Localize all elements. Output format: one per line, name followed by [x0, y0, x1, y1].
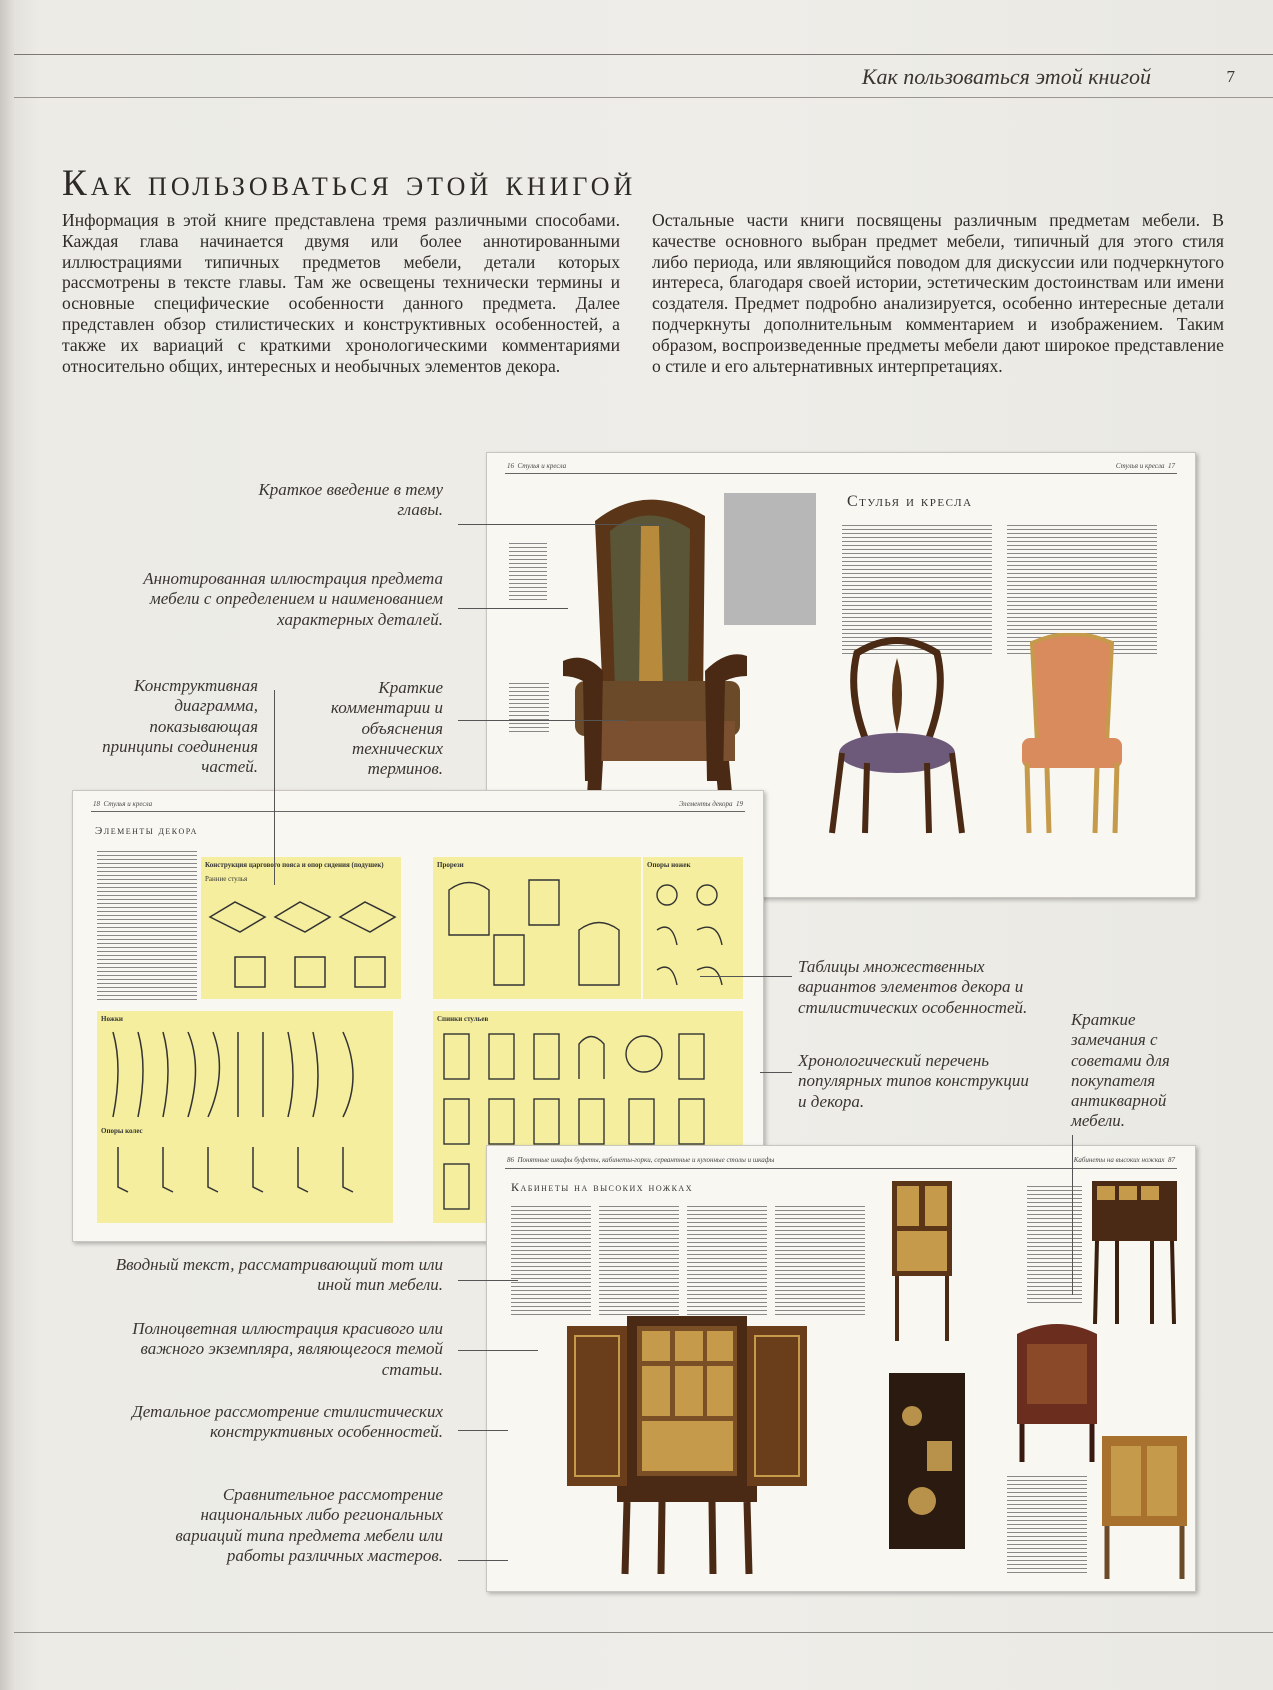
- leader-annotated-illustration: [458, 608, 568, 609]
- spread3-text-col-4: [775, 1206, 865, 1316]
- legs-box: [97, 1011, 393, 1223]
- spread3-side-notes-a: [1027, 1186, 1082, 1306]
- piercings-box: [433, 857, 641, 999]
- spread3-page-left: 86: [507, 1156, 514, 1164]
- intro-left-column: Информация в этой книге представлена тремя различными способами. Каждая глава начинается двумя или более аннотированными иллюстрациями типичных предметов мебели, детали которых рассмотрены в тексте главы. Там же освещены технически термины и основные специфические особенности данного предмета. Далее представлен обзор стилистических и конструктивных особенностей, а также их вариаций с краткими хронологическими комментариями относительно общих, интересных и необычных элементов декора.: [62, 210, 620, 376]
- spread1-page-right: 17: [1168, 462, 1175, 470]
- spread2-section-right: Элементы декора: [678, 800, 733, 808]
- box1-label: Конструкция царгового пояса и опор сидения (подушек): [205, 861, 384, 869]
- box3-label: Опоры ножек: [647, 861, 691, 869]
- spread2-title: Элементы декора: [95, 825, 198, 837]
- spread1-title: Стулья и кресла: [847, 493, 973, 510]
- spread3-page-right: 87: [1168, 1156, 1175, 1164]
- leader-regional-variations: [458, 1560, 508, 1561]
- page-title: Как пользоваться этой книгой: [62, 163, 637, 204]
- carved-armchair-illustration: [817, 633, 977, 843]
- lacquer-panel-illustration: [887, 1371, 967, 1551]
- spread3-side-notes-b: [1007, 1476, 1087, 1576]
- frame-diagrams: [205, 887, 397, 995]
- caption-regional-variations: Сравнительное рассмотрение национальных либо региональных вариаций типа предмета мебели или работы различных мастеров.: [175, 1485, 443, 1565]
- caption-chapter-intro: Краткое введение в тему главы.: [258, 480, 443, 520]
- caption-annotated-illustration: Аннотированная иллюстрация предмета мебели с определением и наименованием характерных деталей.: [143, 569, 443, 629]
- caption-color-illustration: Полноцветная иллюстрация красивого или важного экземпляра, являющегося темой статьи.: [132, 1319, 443, 1379]
- spread3-section-right: Кабинеты на высоких ножках: [1073, 1156, 1165, 1164]
- spread1-section-right: Стулья и кресла: [1115, 462, 1165, 470]
- leader-decor-tables: [700, 976, 792, 977]
- leader-technical-comments: [458, 720, 626, 721]
- caption-construction-diagram: Конструктивная диаграмма, показывающая принципы соединения частей.: [102, 676, 258, 777]
- caption-buyer-advice: Краткие замечания с советами для покупателя антикварной мебели.: [1071, 1010, 1170, 1131]
- box4-label: Ножки: [101, 1015, 123, 1023]
- cabinet-on-stand-illustration: [1087, 1176, 1182, 1326]
- spread3-section-left: Понятные шкафы буфеты, кабинеты-горки, сервантные и кухонные столы и шкафы: [517, 1156, 775, 1164]
- box1-sub-label: Ранние стулья: [205, 875, 248, 883]
- construction-diagram-box: [201, 857, 401, 999]
- running-title: Как пользоваться этой книгой: [861, 64, 1151, 89]
- spread1-annotation-a: [509, 543, 547, 603]
- spread2-section-left: Стулья и кресла: [103, 800, 153, 808]
- spread3-text-col-3: [687, 1206, 767, 1316]
- foot-drawings: [647, 875, 739, 995]
- spread3-title: Кабинеты на высоких ножках: [511, 1180, 693, 1194]
- leg-profile-drawings: [103, 1027, 389, 1221]
- page-gutter: [0, 0, 14, 1690]
- chair-piercing-drawings: [439, 875, 635, 995]
- box5-label: Спинки стульев: [437, 1015, 489, 1023]
- japanned-cabinet-illustration: [527, 1316, 847, 1576]
- caption-chronology: Хронологический перечень популярных типов конструкции и декора.: [798, 1051, 1029, 1111]
- leader-color-illustration: [458, 1350, 538, 1351]
- spread2-page-left: 18: [93, 800, 100, 808]
- gilded-cabinet-illustration: [1097, 1431, 1192, 1581]
- header-rule-lower: [14, 97, 1273, 98]
- caption-stylistic-detail: Детальное рассмотрение стилистических конструктивных особенностей.: [131, 1402, 443, 1442]
- spread1-grey-sidebar: [724, 493, 816, 625]
- box2-label: Прорези: [437, 861, 464, 869]
- spread2-intro-text: [97, 851, 197, 1001]
- leader-stylistic-detail: [458, 1430, 508, 1431]
- spread3-text-col-1: [511, 1206, 591, 1316]
- caption-technical-comments: Краткие комментарии и объяснения технических терминов.: [330, 678, 443, 779]
- spread2-page-right: 19: [736, 800, 743, 808]
- leader-construction-diagram: [274, 690, 275, 885]
- spread1-section-left: Стулья и кресла: [517, 462, 567, 470]
- caption-decor-tables: Таблицы множественных вариантов элементов декора и стилистических особенностей.: [798, 957, 1028, 1017]
- carved-cabinet-illustration: [1007, 1314, 1107, 1464]
- leader-intro-text: [458, 1280, 518, 1281]
- spread3-text-col-2: [599, 1206, 679, 1316]
- leader-buyer-advice: [1072, 1135, 1073, 1295]
- leg-supports-box: [643, 857, 743, 999]
- footer-rule: [14, 1632, 1273, 1633]
- leader-chronology: [760, 1072, 792, 1073]
- caption-intro-text: Вводный текст, рассматривающий тот или иной тип мебели.: [115, 1255, 443, 1295]
- leader-chapter-intro: [458, 524, 668, 525]
- box6-label: Опоры колес: [101, 1127, 143, 1135]
- spread-cabinets: [486, 1145, 1196, 1592]
- upholstered-armchair-illustration: [1007, 633, 1137, 843]
- spread1-page-left: 16: [507, 462, 514, 470]
- page-number: 7: [1226, 67, 1235, 86]
- header-rule: [14, 54, 1273, 55]
- small-cabinet-stand-illustration: [887, 1176, 957, 1346]
- spread1-annotation-b: [509, 683, 549, 733]
- intro-right-column: Остальные части книги посвящены различным предметам мебели. В качестве основного выбран предмет мебели, типичный для этого стиля либо периода, или являющийся поводом для дискуссии или подчеркнутого интереса, благодаря своей истории, эстетическим достоинствам или имени создателя. Предмет подробно анализируется, особенно интересные детали подчеркнуты дополнительным комментарием и изображением. Таким образом, воспроизведенные предметы мебели дают широкое представление о стиле и его альтернативных интерпретациях.: [652, 210, 1224, 376]
